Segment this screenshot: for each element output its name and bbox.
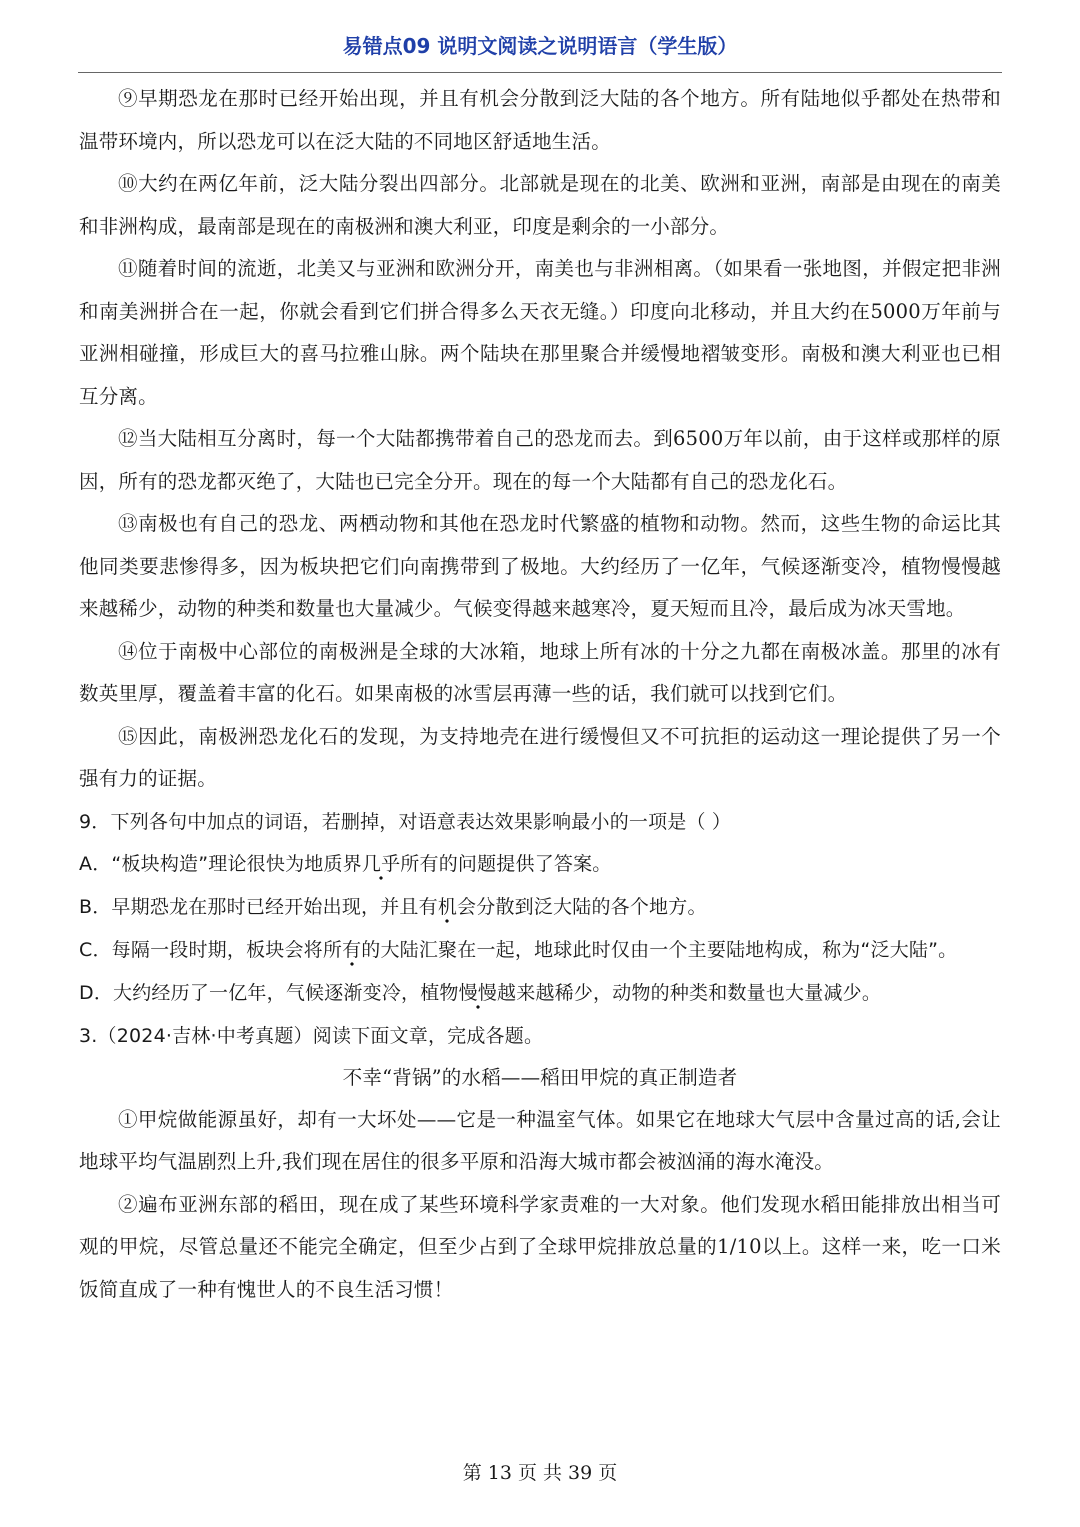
- option-b: [79, 886, 1001, 929]
- option-a-post: 所有的问题提供了答案。: [400, 852, 612, 875]
- header-divider: [78, 72, 1002, 73]
- option-c-post: 大陆汇聚在一起，地球此时仅由一个主要陆地构成，称为“泛大陆”。: [380, 938, 958, 961]
- paragraph-9: ⑨早期恐龙在那时已经开始出现，并且有机会分散到泛大陆的各个地方。所有陆地似乎都处在热带和温带环境内，所以恐龙可以在泛大陆的不同地区舒适地生活。: [79, 87, 1001, 153]
- paragraph-11: ⑪随着时间的流逝，北美又与亚洲和欧洲分开，南美也与非洲相离。（如果看一张地图，并假定把非洲和南美洲拼合在一起，你就会看到它们拼合得多么天衣无缝。）印度向北移动，并且大约在5000万年前与亚洲相碰撞，形成巨大的喜马拉雅山脉。两个陆块在那里聚合并缓慢地褶皱变形。南极和澳大利亚也已相互分离。: [79, 257, 1001, 408]
- option-a: [79, 843, 1001, 886]
- question-3-intro: 3.（2024·吉林·中考真题）阅读下面文章，完成各题。: [79, 1024, 544, 1047]
- option-b-post: 分散到泛大陆的各个地方。: [476, 895, 707, 918]
- option-a-pre: A．“板块构造”理论很快为地质界: [79, 852, 362, 875]
- option-c: [79, 929, 1001, 972]
- question-9-stem: 9．下列各句中加点的词语，若删掉，对语意表达效果影响最小的一项是（ ）: [79, 810, 732, 833]
- option-d-pre: D．大约经历了一亿年，气候逐渐变冷，植物: [79, 981, 459, 1004]
- option-d: [79, 972, 1001, 1015]
- article-paragraph-1: ①甲烷做能源虽好，却有一大坏处——它是一种温室气体。如果它在地球大气层中含量过高的话,会让地球平均气温剧烈上升,我们现在居住的很多平原和沿海大城市都会被汹涌的海水淹没。: [79, 1107, 1001, 1173]
- option-a-dotted-word: 几乎: [362, 853, 400, 881]
- page-number: 第 13 页 共 39 页: [462, 1462, 618, 1484]
- article-title: 不幸“背锅”的水稻——稻田甲烷的真正制造者: [342, 1065, 738, 1089]
- option-b-pre: B．早期恐龙在那时已经开始出现，并且: [79, 895, 419, 918]
- paragraph-15: ⑮因此，南极洲恐龙化石的发现，为支持地壳在进行缓慢但又不可抗拒的运动这一理论提供了另一个强有力的证据。: [79, 724, 1001, 790]
- paragraph-14: ⑭位于南极中心部位的南极洲是全球的大冰箱，地球上所有冰的十分之九都在南极冰盖。那里的冰有数英里厚，覆盖着丰富的化石。如果南极的冰雪层再薄一些的话，我们就可以找到它们。: [79, 639, 1001, 705]
- paragraph-10: ⑩大约在两亿年前，泛大陆分裂出四部分。北部就是现在的北美、欧洲和亚洲，南部是由现在的南美和非洲构成，最南部是现在的南极洲和澳大利亚，印度是剩余的一小部分。: [79, 172, 1001, 238]
- option-c-dotted-word: 所有的: [323, 939, 381, 967]
- document-body: [79, 78, 1001, 1311]
- paragraph-13: ⑬南极也有自己的恐龙、两栖动物和其他在恐龙时代繁盛的植物和动物。然而，这些生物的命运比其他同类要悲惨得多，因为板块把它们向南携带到了极地。大约经历了一亿年，气候逐渐变冷，植物慢慢越来越稀少，动物的种类和数量也大量减少。气候变得越来越寒冷，夏天短而且冷，最后成为冰天雪地。: [79, 512, 1001, 620]
- option-b-dotted-word: 有机会: [419, 896, 477, 924]
- page-header-title: 易错点09 说明文阅读之说明语言（学生版）: [342, 34, 738, 58]
- option-d-dotted-word: 慢慢: [459, 982, 497, 1010]
- option-c-pre: C．每隔一段时期，板块会将: [79, 938, 323, 961]
- option-d-post: 越来越稀少，动物的种类和数量也大量减少。: [497, 981, 882, 1004]
- paragraph-12: ⑫当大陆相互分离时，每一个大陆都携带着自己的恐龙而去。到6500万年以前，由于这样或那样的原因，所有的恐龙都灭绝了，大陆也已完全分开。现在的每一个大陆都有自己的恐龙化石。: [79, 427, 1001, 493]
- article-paragraph-2: ②遍布亚洲东部的稻田，现在成了某些环境科学家责难的一大对象。他们发现水稻田能排放出相当可观的甲烷，尽管总量还不能完全确定，但至少占到了全球甲烷排放总量的1/10以上。这样一来，吃一口米饭简直成了一种有愧世人的不良生活习惯！: [79, 1192, 1001, 1301]
